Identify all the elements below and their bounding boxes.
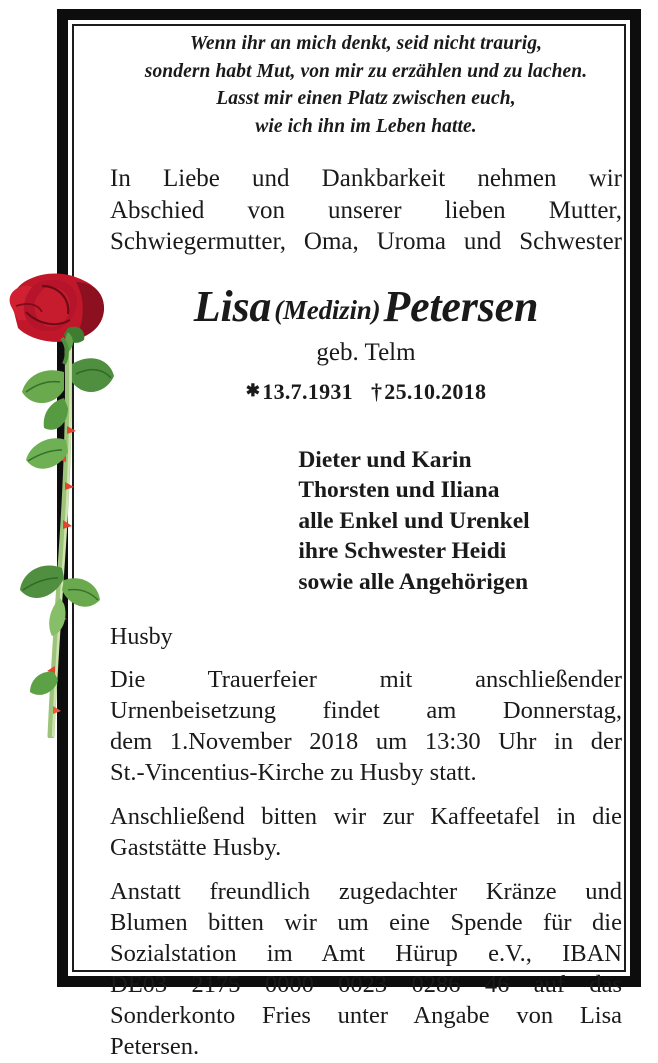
notice-content [110,28,622,1063]
memorial-verse [110,28,622,141]
deceased-nickname: (Medizin) [274,295,381,325]
body-line: DE03 2175 0000 0023 0286 46 auf das [110,971,622,999]
body-line: Gaststätte Husby. [110,834,282,862]
intro-line: In Liebe und Dankbarkeit nehmen wir [110,164,622,192]
verse-line: sondern habt Mut, von mir zu erzählen und zu lachen. [144,60,588,82]
survivor-line: Dieter und Karin [298,446,472,473]
deceased-full-name [110,284,622,331]
body-line: dem 1.November 2018 um 13:30 Uhr in der [110,728,622,756]
deceased-first-name: Lisa [193,282,272,331]
maiden-name: geb. Telm [316,338,416,366]
funeral-details-paragraph [110,665,622,789]
intro-paragraph [110,159,622,258]
survivor-line: alle Enkel und Urenkel [298,507,530,534]
died-cross-icon: † [370,378,383,404]
born-star-icon: ✱ [245,380,261,400]
survivor-line: ihre Schwester Heidi [298,538,507,565]
intro-line: Schwiegermutter, Oma, Uroma und Schwester [110,228,622,256]
body-line: Sozialstation im Amt Hürup e.V., IBAN [110,940,622,968]
reception-paragraph [110,802,622,864]
body-line: Urnenbeisetzung findet am Donnerstag, [110,697,622,725]
body-line: Anschließend bitten wir zur Kaffeetafel in die [110,803,622,831]
survivor-line: Thorsten und Iliana [298,477,500,504]
place-name: Husby [110,624,173,651]
body-line: Petersen. [110,1032,200,1060]
death-date: 25.10.2018 [384,378,487,404]
deceased-last-name: Petersen [383,282,539,331]
donation-request-paragraph [110,877,622,1063]
deceased-name-block [110,284,622,405]
body-line: Die Trauerfeier mit anschließender [110,666,622,694]
birth-date: 13.7.1931 [262,378,353,404]
survivors-block [110,445,622,598]
verse-line: Wenn ihr an mich denkt, seid nicht traurig, [189,33,543,54]
survivor-line: sowie alle Angehörigen [298,568,529,595]
life-dates [110,379,622,405]
body-line: Sonderkonto Fries unter Angabe von Lisa [110,1002,622,1029]
verse-line: Lasst mir einen Platz zwischen euch, [216,88,516,110]
body-line: St.-Vincentius-Kirche zu Husby statt. [110,759,477,787]
verse-line: wie ich ihn im Leben hatte. [255,116,477,138]
intro-line: Abschied von unserer lieben Mutter, [110,196,622,224]
body-line: Anstatt freundlich zugedachter Kränze und [110,878,622,906]
body-line: Blumen bitten wir um eine Spende für die [110,909,622,937]
